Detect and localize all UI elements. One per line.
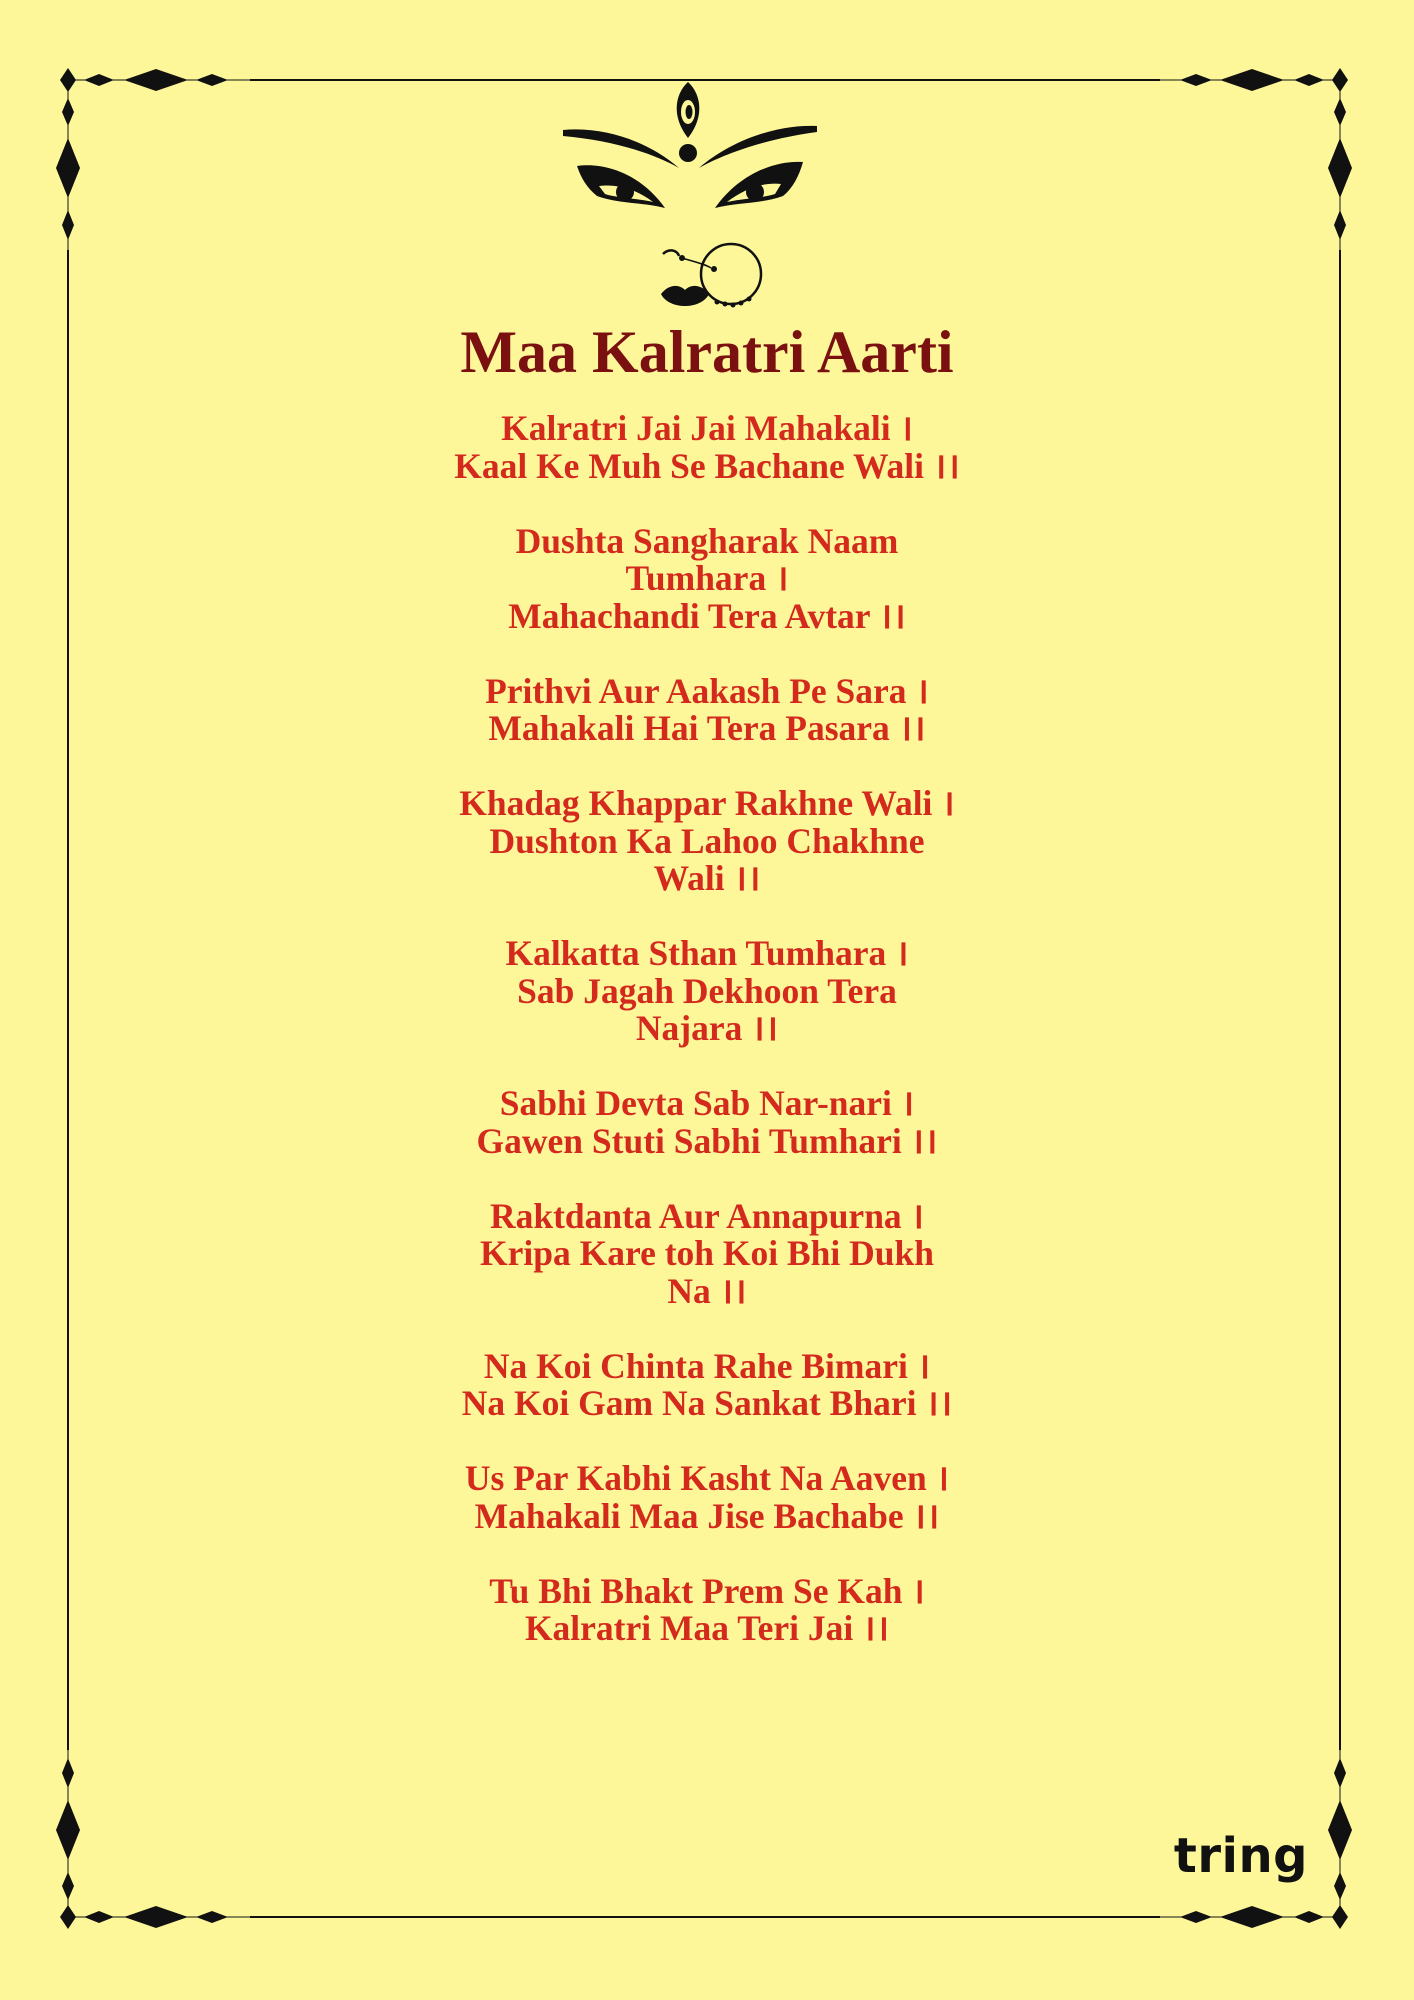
verse-line: Sabhi Devta Sab Nar-nari । — [499, 1083, 915, 1123]
verse-line: Sab Jagah Dekhoon Tera — [517, 970, 897, 1011]
verse — [300, 1460, 1114, 1535]
verse — [300, 1085, 1114, 1160]
verse-line: Na ।। — [667, 1270, 747, 1311]
verse-line: Mahachandi Tera Avtar ।। — [508, 595, 906, 636]
goddess-face-icon — [555, 78, 825, 323]
verse-line: Wali ।। — [653, 858, 761, 898]
verse-line: Us Par Kabhi Kasht Na Aaven । — [464, 1458, 950, 1498]
verse — [300, 935, 1114, 1048]
verse — [300, 410, 1114, 485]
verse-line: Raktdanta Aur Annapurna । — [489, 1195, 925, 1236]
verse — [300, 670, 1114, 748]
verse-line: Tumhara । — [625, 558, 789, 598]
page-title: Maa Kalratri Aarti — [460, 319, 954, 385]
verse-line: Najara ।। — [635, 1008, 779, 1048]
verse-line: Dushta Sangharak Naam — [515, 520, 899, 561]
verse — [300, 1570, 1114, 1648]
verse-line: Na Koi Gam Na Sankat Bhari ।। — [461, 1383, 953, 1423]
verse-line: Gawen Stuti Sabhi Tumhari ।। — [476, 1120, 938, 1161]
brand-logo: tring — [1173, 1828, 1308, 1884]
verse-line: Kalkatta Sthan Tumhara । — [505, 933, 909, 973]
verse-line: Na Koi Chinta Rahe Bimari । — [483, 1345, 931, 1386]
verse-line: Mahakali Maa Jise Bachabe ।। — [474, 1495, 940, 1536]
verse — [300, 1345, 1114, 1423]
verse — [300, 785, 1114, 898]
verse-line: Kalratri Jai Jai Mahakali । — [501, 408, 913, 448]
verse-line: Kripa Kare toh Koi Bhi Dukh — [479, 1233, 935, 1273]
verse-line: Mahakali Hai Tera Pasara ।। — [488, 708, 926, 748]
verse-line: Tu Bhi Bhakt Prem Se Kah । — [489, 1570, 925, 1611]
verse — [300, 1195, 1114, 1311]
verse-line: Dushton Ka Lahoo Chakhne — [489, 820, 925, 861]
verse-line: Khadag Khappar Rakhne Wali । — [459, 783, 955, 823]
verse-line: Kaal Ke Muh Se Bachane Wali ।। — [454, 445, 960, 486]
aarti-verses — [300, 410, 1114, 1685]
verse-line: Kalratri Maa Teri Jai ।। — [524, 1608, 890, 1648]
verse — [300, 520, 1114, 636]
verse-line: Prithvi Aur Aakash Pe Sara । — [485, 670, 929, 711]
